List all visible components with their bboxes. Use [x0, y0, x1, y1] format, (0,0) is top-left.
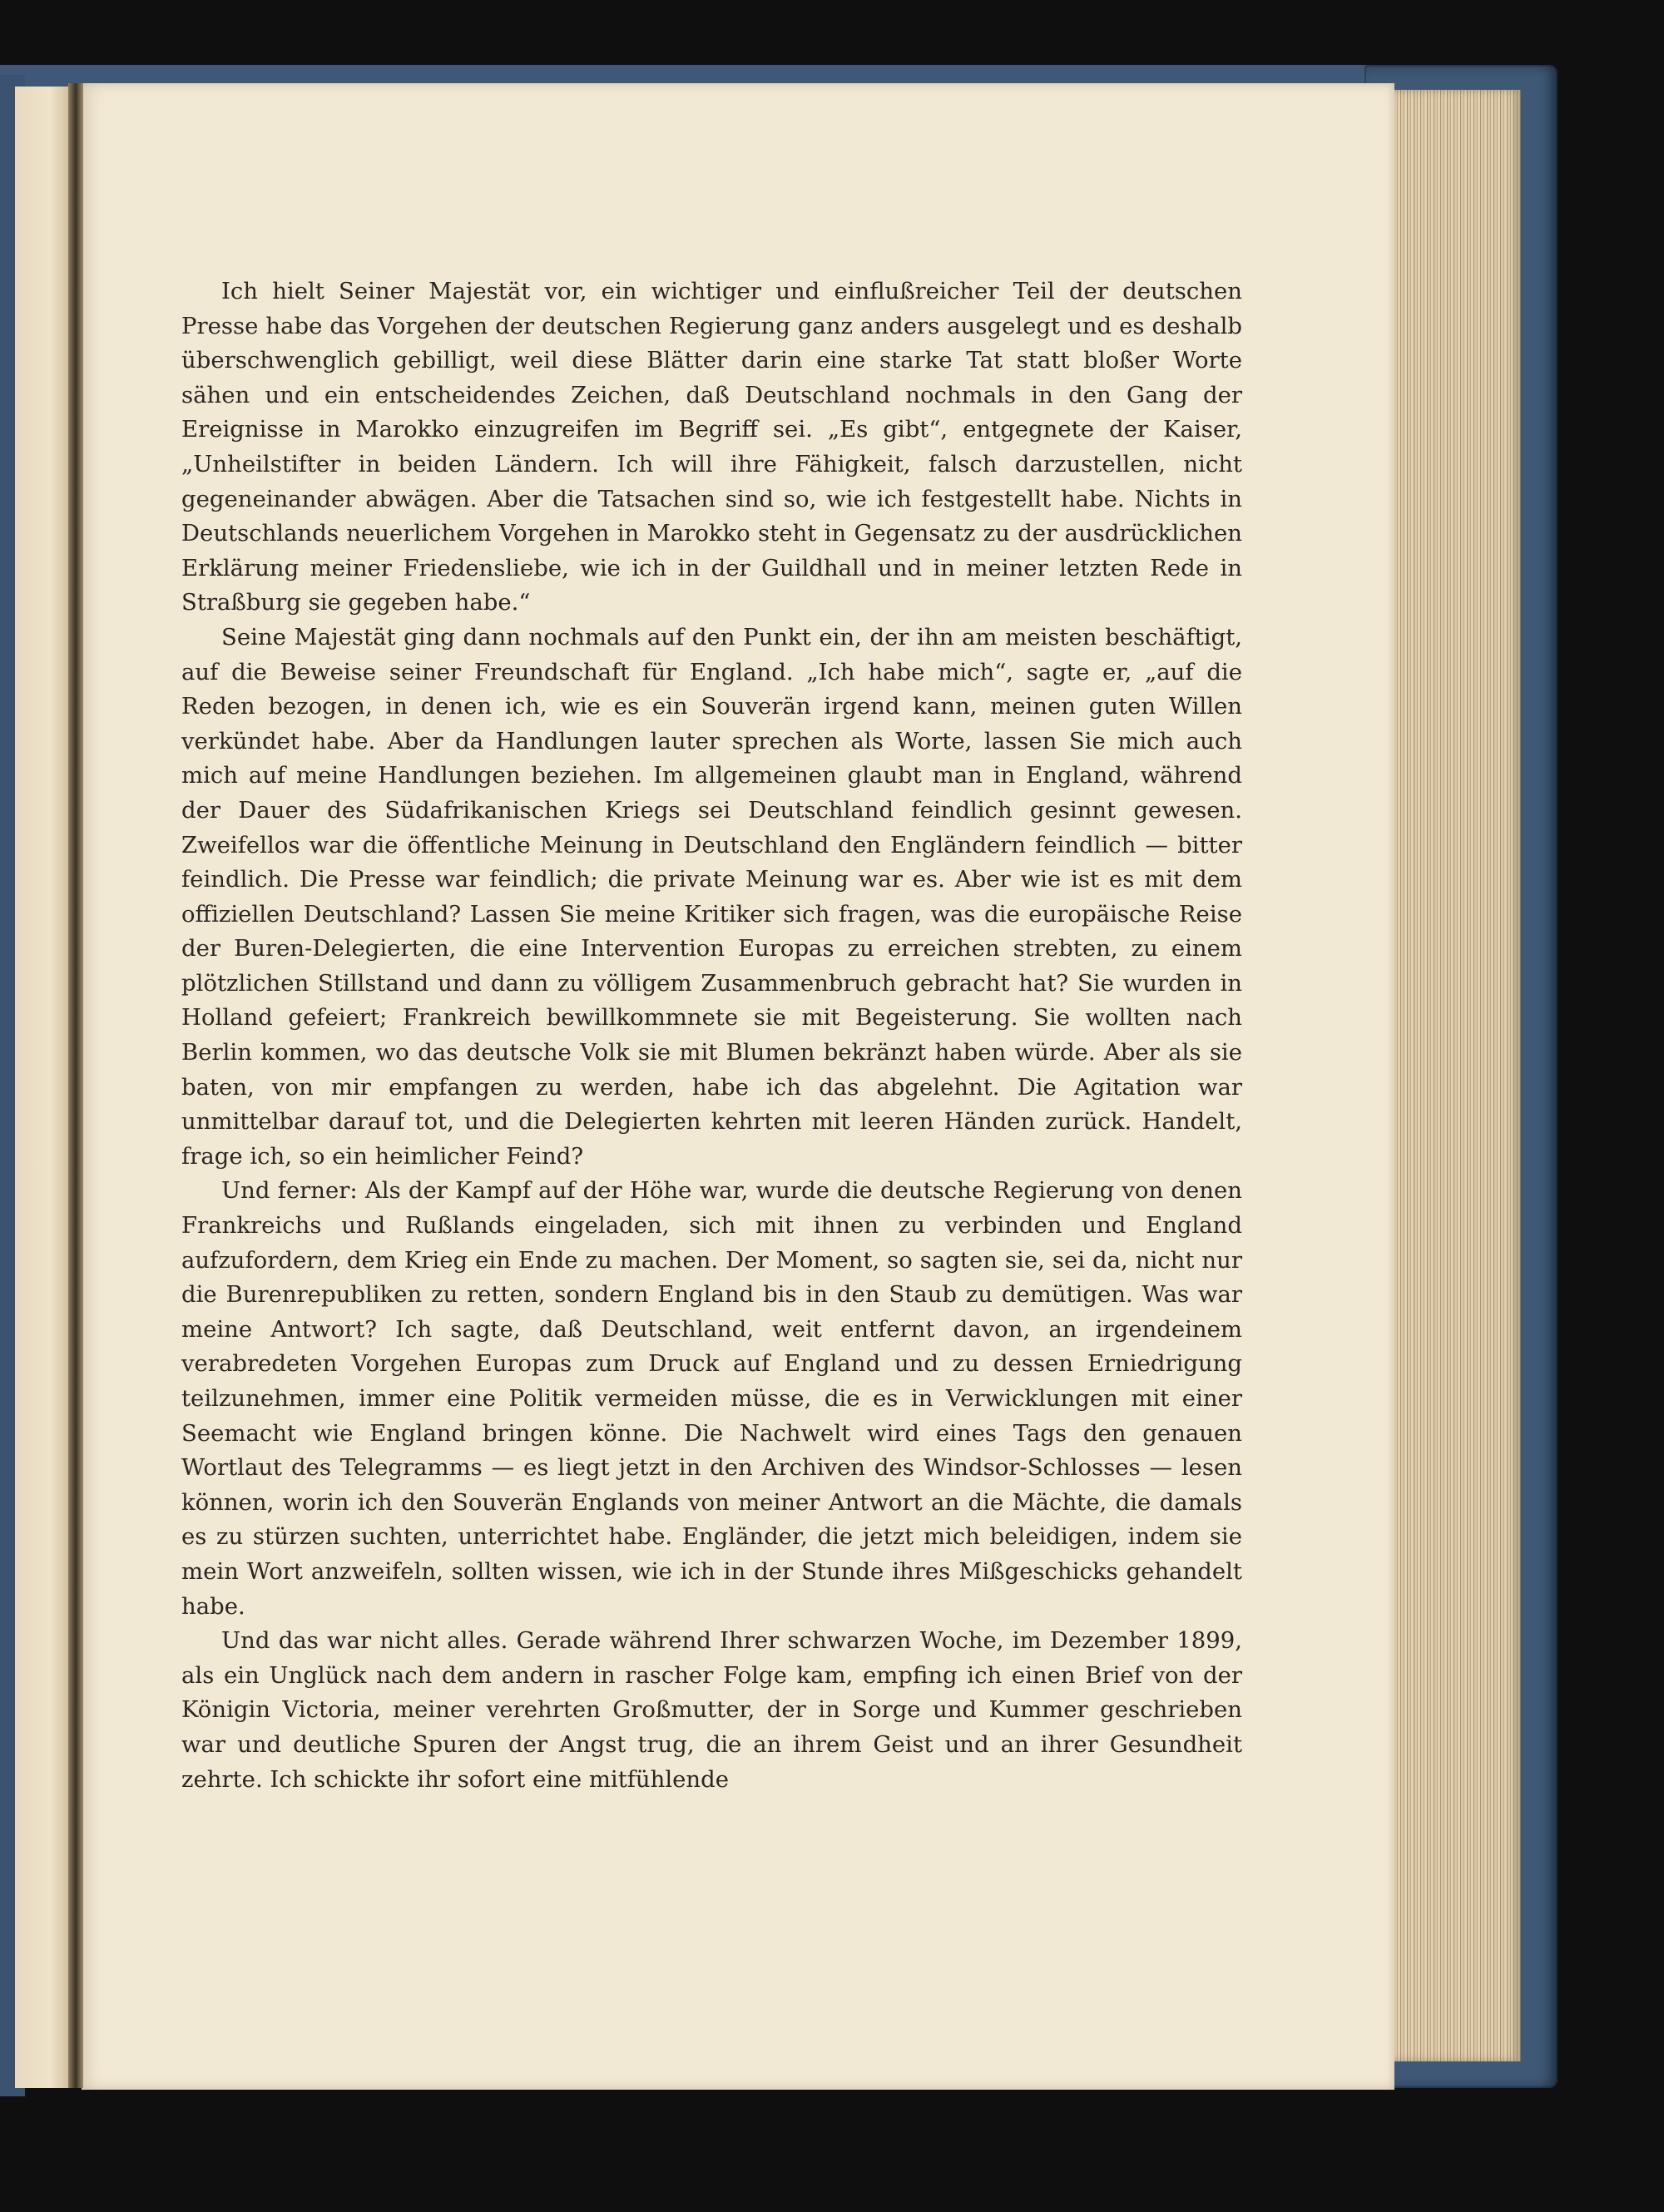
- previous-page-sliver: [15, 87, 73, 2088]
- book-page: [82, 83, 1394, 2090]
- paragraph: Und ferner: Als der Kampf auf der Höhe war, wurde die deutsche Regierung von denen Frankreichs und Rußlands eingeladen, sich mit ihnen zu verbinden und England aufzufordern, dem Krieg ein Ende zu machen. Der Moment, so sagten sie, sei da, nicht nur die Burenrepubliken zu retten, sondern England bis in den Staub zu demütigen. Was war meine Antwort? Ich sagte, daß Deutschland, weit entfernt davon, an irgendeinem verabredeten Vorgehen Europas zum Druck auf England und zu dessen Erniedrigung teilzunehmen, immer eine Politik vermeiden müsse, die es in Verwicklungen mit einer Seemacht wie England bringen könne. Die Nachwelt wird eines Tags den genauen Wortlaut des Telegramms — es liegt jetzt in den Archiven des Windsor-Schlosses — lesen können, worin ich den Souverän Englands von meiner Antwort an die Mächte, die damals es zu stürzen suchten, unterrichtet habe. Engländer, die jetzt mich beleidigen, indem sie mein Wort anzweifeln, sollten wissen, wie ich in der Stunde ihres Mißgeschicks gehandelt habe.: [181, 1177, 1242, 1620]
- paragraph: Ich hielt Seiner Majestät vor, ein wichtiger und einflußreicher Teil der deutschen Presse habe das Vorgehen der deutschen Regierung ganz anders ausgelegt und es deshalb überschwenglich gebilligt, weil diese Blätter darin eine starke Tat statt bloßer Worte sähen und ein entscheidendes Zeichen, daß Deutschland nochmals in den Gang der Ereignisse in Marokko einzugreifen im Begriff sei. „Es gibt“, entgegnete der Kaiser, „Unheilstifter in beiden Ländern. Ich will ihre Fähigkeit, falsch darzustellen, nicht gegeneinander abwägen. Aber die Tatsachen sind so, wie ich festgestellt habe. Nichts in Deutschlands neuerlichem Vorgehen in Marokko steht in Gegensatz zu der ausdrücklichen Erklärung meiner Friedensliebe, wie ich in der Guildhall und in meiner letzten Rede in Straßburg sie gegeben habe.“: [181, 278, 1242, 616]
- paragraph: Und das war nicht alles. Gerade während Ihrer schwarzen Woche, im Dezember 1899, als ein Unglück nach dem andern in rascher Folge kam, empfing ich einen Brief von der Königin Victoria, meiner verehrten Großmutter, der in Sorge und Kummer geschrieben war und deutliche Spuren der Angst trug, die an ihrem Geist und an ihrer Gesundheit zehrte. Ich schickte ihr sofort eine mitfühlende: [181, 1627, 1242, 1793]
- page-text: [181, 275, 1242, 1797]
- page-edges: [1388, 90, 1521, 2061]
- paragraph: Seine Majestät ging dann nochmals auf den Punkt ein, der ihn am meisten beschäftigt, auf die Beweise seiner Freundschaft für England. „Ich habe mich“, sagte er, „auf die Reden bezogen, in denen ich, wie es ein Souverän irgend kann, meinen guten Willen verkündet habe. Aber da Handlungen lauter sprechen als Worte, lassen Sie mich auch mich auf meine Handlungen beziehen. Im allgemeinen glaubt man in England, während der Dauer des Südafrikanischen Kriegs sei Deutschland feindlich gesinnt gewesen. Zweifellos war die öffentliche Meinung in Deutschland den Engländern feindlich — bitter feindlich. Die Presse war feindlich; die private Meinung war es. Aber wie ist es mit dem offiziellen Deutschland? Lassen Sie meine Kritiker sich fragen, was die europäische Reise der Buren-Delegierten, die eine Intervention Europas zu erreichen strebten, zu einem plötzlichen Stillstand und dann zu völligem Zusammenbruch gebracht hat? Sie wurden in Holland gefeiert; Frankreich bewillkommnete sie mit Begeisterung. Sie wollten nach Berlin kommen, wo das deutsche Volk sie mit Blumen bekränzt haben würde. Aber als sie baten, von mir empfangen zu werden, habe ich das abgelehnt. Die Agitation war unmittelbar darauf tot, und die Delegierten kehrten mit leeren Händen zurück. Handelt, frage ich, so ein heimlicher Feind?: [181, 623, 1242, 1170]
- book-gutter: [68, 83, 83, 2088]
